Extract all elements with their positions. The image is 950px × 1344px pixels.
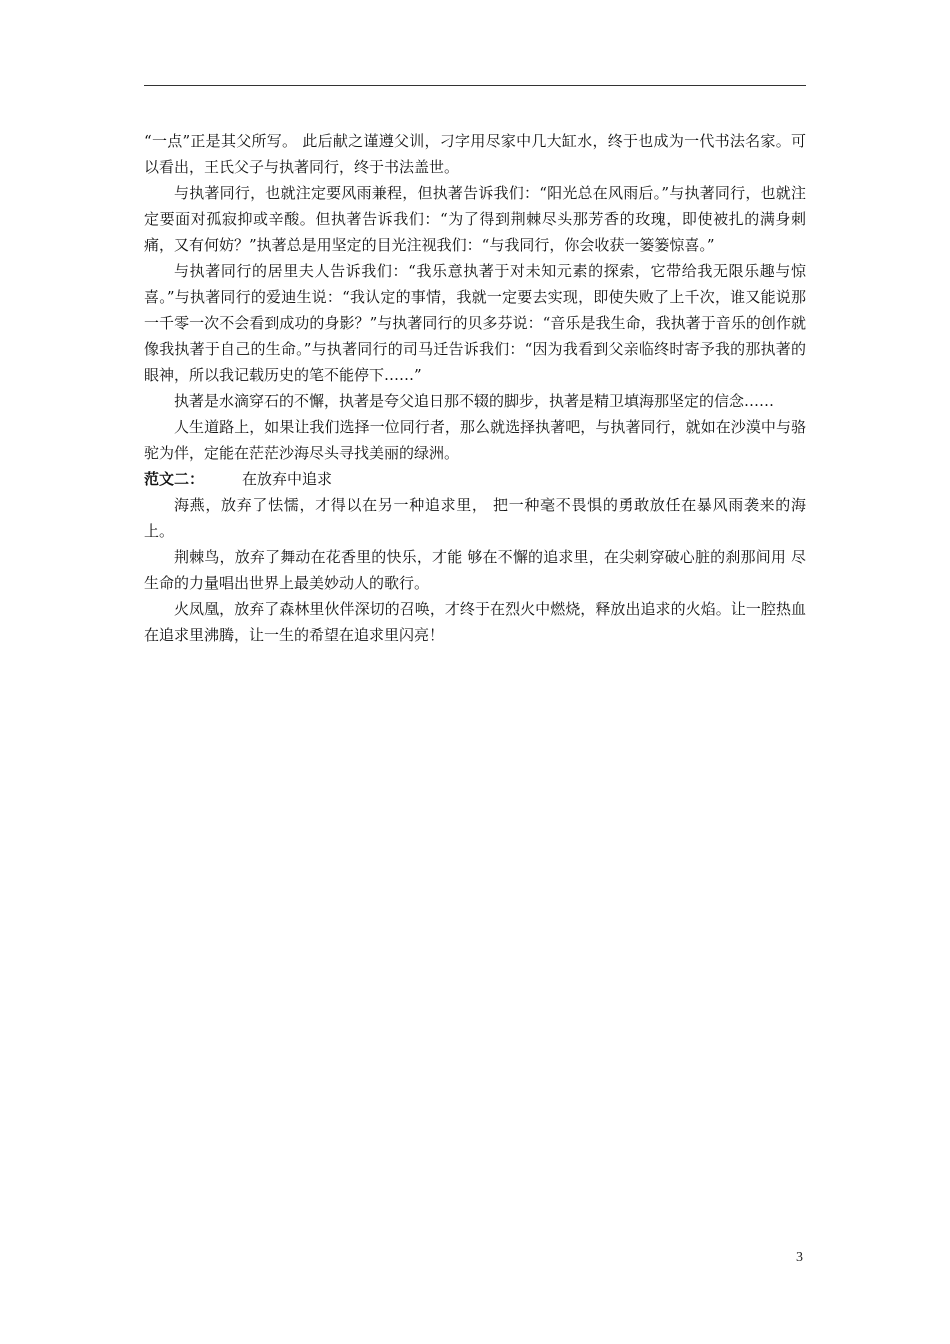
section-paragraph-1: 海燕，放弃了怯懦，才得以在另一种追求里， 把一种毫不畏惧的勇敢放任在暴风雨袭来的海上。 — [144, 496, 806, 540]
section-paragraph-3: 火凤凰，放弃了森林里伙伴深切的召唤，才终于在烈火中燃烧，释放出追求的火焰。让一腔热血在追求里沸腾，让一生的希望在追求里闪亮！ — [144, 600, 806, 644]
section-title: 在放弃中追求 — [242, 470, 333, 488]
document-body — [144, 128, 806, 648]
header-rule — [144, 85, 806, 86]
paragraph-3: 与执著同行的居里夫人告诉我们：“我乐意执著于对未知元素的探索，它带给我无限乐趣与惊喜。”与执著同行的爱迪生说：“我认定的事情，我就一定要去实现，即使失败了上千次，谁又能说那一千零一次不会看到成功的身影？”与执著同行的贝多芬说：“音乐是我生命，我执著于音乐的创作就像我执著于自己的生命。”与执著同行的司马迁告诉我们：“因为我看到父亲临终时寄予我的那执著的眼神，所以我记载历史的笔不能停下……” — [144, 262, 806, 384]
paragraph-4: 执著是水滴穿石的不懈，执著是夸父追日那不辍的脚步，执著是精卫填海那坚定的信念…… — [174, 392, 775, 410]
page-number: 3 — [796, 1250, 803, 1265]
section-label: 范文二： — [144, 470, 205, 488]
paragraph-1: “一点”正是其父所写。 此后献之谨遵父训，刁字用尽家中几大缸水，终于也成为一代书法名家。可以看出，王氏父子与执著同行，终于书法盖世。 — [144, 132, 806, 176]
paragraph-5: 人生道路上，如果让我们选择一位同行者，那么就选择执著吧，与执著同行，就如在沙漠中与骆驼为伴，定能在茫茫沙海尽头寻找美丽的绿洲。 — [144, 418, 806, 462]
section-paragraph-2: 荆棘鸟，放弃了舞动在花香里的快乐，才能 够在不懈的追求里，在尖刺穿破心脏的刹那间用 尽生命的力量唱出世界上最美妙动人的歌行。 — [144, 548, 806, 592]
section-heading — [144, 466, 806, 492]
paragraph-2: 与执著同行，也就注定要风雨兼程，但执著告诉我们：“阳光总在风雨后。”与执著同行，也就注定要面对孤寂抑或辛酸。但执著告诉我们：“为了得到荆棘尽头那芳香的玫瑰，即使被扎的满身刺痛，又有何妨？”执著总是用坚定的目光注视我们：“与我同行，你会收获一篓篓惊喜。” — [144, 184, 806, 254]
